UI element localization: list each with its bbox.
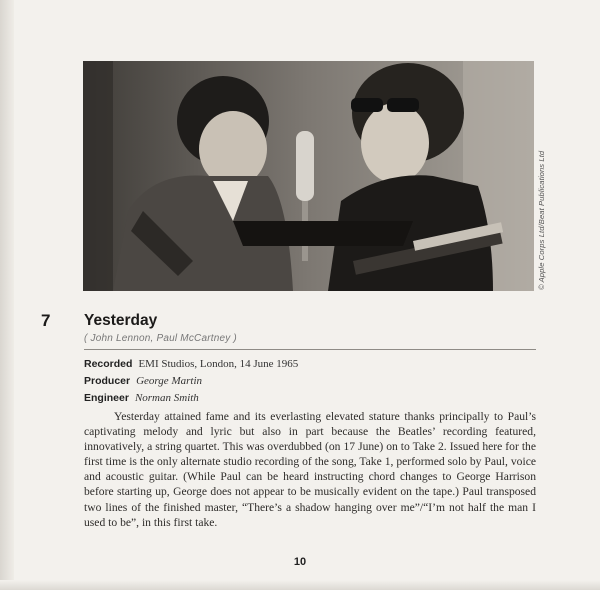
- credit-label: Engineer: [84, 392, 129, 404]
- page-edge: [0, 0, 14, 590]
- divider: [84, 349, 536, 350]
- credit-label: Recorded: [84, 358, 133, 370]
- credit-label: Producer: [84, 375, 131, 387]
- credit-row-producer: [84, 375, 298, 392]
- songwriters: ( John Lennon, Paul McCartney ): [84, 333, 237, 344]
- song-title: Yesterday: [84, 312, 158, 329]
- credit-value: EMI Studios, London, 14 June 1965: [138, 358, 299, 370]
- page-edge-bottom: [0, 580, 600, 590]
- liner-notes-paragraph: Yesterday attained fame and its everlasting elevated stature thanks principally to Paul’s captivating melody and lyric but also in part because the Beatles’ recording featured, innovatively, a string quartet. This was overdubbed (on 17 June) on to Take 2. Issued here for the first time is the only alternate studio recording of the song, Take 1, performed solo by Paul, voice and acoustic guitar. (While Paul can be heard instructing chord changes to George Harrison before starting up, George does not appear to be musically evident on the tape.) Paul transposed two lines of the finished master, “There’s a shadow hanging over me”/“I’m not half the man I used to be”, in this first take.: [84, 410, 536, 529]
- page-number: 10: [293, 556, 307, 568]
- track-number: 7: [41, 311, 51, 330]
- credit-value: Norman Smith: [134, 392, 199, 404]
- photo-credit: [537, 60, 551, 290]
- credit-row-recorded: [84, 358, 298, 375]
- band-photo: [83, 61, 534, 291]
- photo-credit-text: © Apple Corps Ltd/Beat Publications Ltd: [537, 150, 546, 290]
- recording-credits: [84, 358, 298, 409]
- credit-row-engineer: [84, 392, 298, 409]
- credit-value: George Martin: [136, 375, 202, 387]
